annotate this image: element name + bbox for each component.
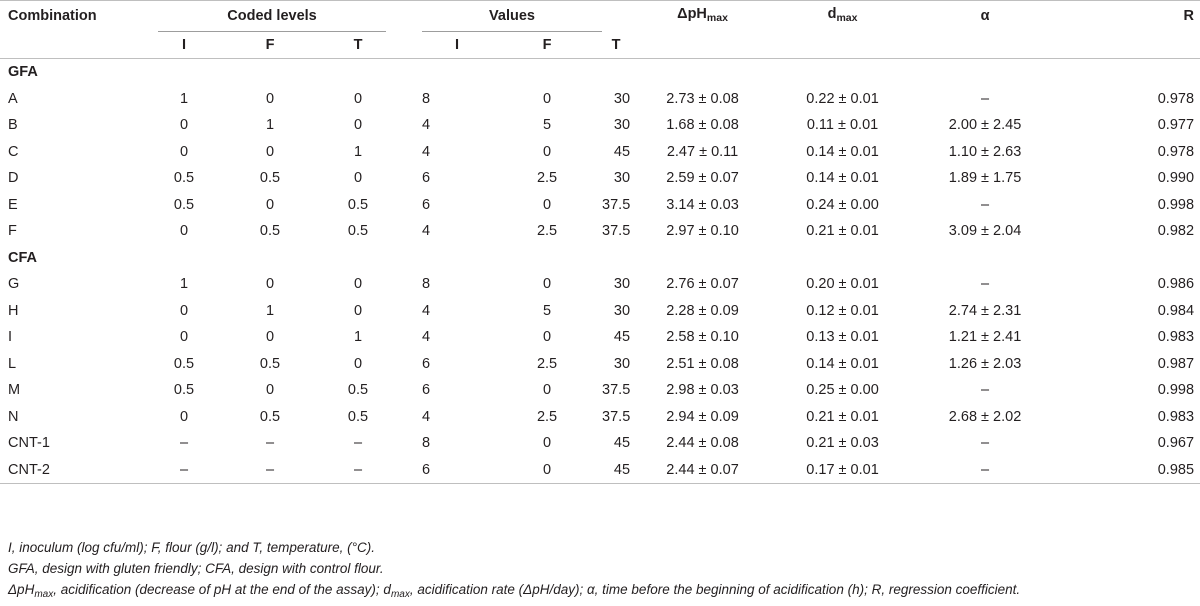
- table-row: [0, 86, 1200, 113]
- cell-alpha: 3.09 ± 2.04: [948, 223, 1022, 239]
- cell-value-i: 4: [422, 223, 431, 239]
- cell-coded-t: –: [353, 435, 363, 451]
- cell-dmax: 0.14 ± 0.01: [806, 143, 879, 160]
- cell-value-f: 0: [542, 329, 552, 345]
- cell-value-i: 4: [422, 302, 431, 319]
- cell-dph: 1.68 ± 0.08: [666, 117, 739, 133]
- subheader-coded-i: I: [158, 32, 210, 59]
- cell-r: 0.998: [1157, 196, 1195, 213]
- cell-value-i: 4: [422, 143, 431, 160]
- col-header-coded-levels: Coded levels: [158, 1, 386, 32]
- cell-alpha: 1.89 ± 1.75: [948, 170, 1022, 186]
- cell-dmax: 0.17 ± 0.01: [775, 457, 910, 484]
- cell-combination: D: [8, 170, 19, 186]
- cell-coded-f: 0: [265, 143, 275, 160]
- cell-alpha: –: [980, 90, 990, 107]
- cell-value-f: 2.5: [536, 408, 558, 425]
- table-row: [0, 192, 1200, 219]
- group-row: [0, 245, 1200, 272]
- cell-r: 0.978: [1157, 90, 1195, 107]
- cell-alpha: 1.10 ± 2.63: [948, 143, 1022, 160]
- cell-coded-t: 0: [353, 302, 363, 319]
- cell-combination: F: [8, 223, 17, 239]
- cell-coded-i: 0: [179, 117, 189, 133]
- cell-alpha: –: [980, 196, 990, 213]
- cell-value-f: 5: [542, 117, 552, 133]
- cell-dph: 2.59 ± 0.07: [666, 170, 739, 186]
- cell-dmax: 0.11 ± 0.01: [806, 117, 879, 133]
- cell-value-t: 30: [613, 90, 631, 107]
- cell-alpha: 2.00 ± 2.45: [948, 117, 1022, 133]
- cell-dph: 2.28 ± 0.09: [666, 302, 739, 319]
- cell-dph: 2.98 ± 0.03: [666, 382, 739, 398]
- cell-value-t: 30: [613, 117, 631, 133]
- cell-combination: CNT-2: [0, 457, 158, 484]
- cell-value-i: 8: [422, 90, 431, 107]
- cell-dph: 3.14 ± 0.03: [666, 196, 739, 213]
- cell-coded-f: 0.5: [259, 170, 281, 186]
- footnote-1: I, inoculum (log cfu/ml); F, flour (g/l); and T, temperature, (°C).: [8, 540, 376, 555]
- cell-value-f: 0: [542, 143, 552, 160]
- cell-coded-i: 0: [179, 408, 189, 425]
- cell-alpha: –: [980, 276, 990, 292]
- cell-alpha: 1.26 ± 2.03: [948, 355, 1022, 372]
- cell-value-t: 30: [613, 302, 631, 319]
- cell-value-f: 0: [542, 276, 552, 292]
- cell-value-t: 30: [613, 355, 631, 372]
- cell-alpha: –: [980, 435, 990, 451]
- cell-value-t: 30: [613, 276, 631, 292]
- cell-coded-t: –: [330, 457, 386, 484]
- cell-combination: CNT-1: [8, 435, 50, 451]
- group-label: CFA: [8, 249, 37, 266]
- cell-value-t: 45: [613, 435, 631, 451]
- col-header-dph: ΔpH$_{max}$: [630, 1, 775, 32]
- cell-dph: 2.47 ± 0.11: [666, 143, 739, 160]
- cell-value-f: 2.5: [536, 355, 558, 372]
- cell-dph: 2.94 ± 0.09: [666, 408, 739, 425]
- cell-value-i: 6: [422, 355, 431, 372]
- cell-coded-t: 0: [353, 170, 363, 186]
- cell-combination: B: [8, 117, 18, 133]
- cell-coded-t: 0.5: [347, 223, 369, 239]
- cell-coded-f: 1: [265, 117, 275, 133]
- cell-r: 0.990: [1157, 170, 1195, 186]
- cell-r: 0.987: [1157, 355, 1195, 372]
- cell-value-t: 37.5: [602, 382, 631, 398]
- subheader-values-i: I: [422, 32, 492, 59]
- cell-coded-t: 0.5: [347, 408, 369, 425]
- header-row-2: [0, 32, 1200, 59]
- table-row: [0, 165, 1200, 192]
- cell-r: 0.986: [1157, 276, 1195, 292]
- cell-value-t: 37.5: [602, 196, 631, 213]
- cell-dmax: 0.21 ± 0.01: [806, 408, 879, 425]
- table-row: [0, 351, 1200, 378]
- cell-dmax: 0.20 ± 0.01: [806, 276, 879, 292]
- col-header-alpha: α: [910, 1, 1060, 32]
- cell-dph: 2.76 ± 0.07: [666, 276, 739, 292]
- cell-value-f: 0: [542, 435, 552, 451]
- cell-dph: 2.51 ± 0.08: [666, 355, 739, 372]
- cell-combination: L: [8, 355, 17, 372]
- cell-coded-f: 0.5: [259, 223, 281, 239]
- cell-alpha: –: [980, 382, 990, 398]
- table-row: [0, 457, 1200, 484]
- cell-coded-i: 0.5: [173, 355, 195, 372]
- cell-coded-i: –: [179, 435, 189, 451]
- cell-coded-i: 1: [179, 276, 189, 292]
- cell-value-t: 37.5: [602, 408, 631, 425]
- cell-value-i: 6: [422, 170, 431, 186]
- cell-value-t: 37.5: [602, 223, 631, 239]
- cell-alpha: 2.74 ± 2.31: [948, 302, 1022, 319]
- cell-dmax: 0.12 ± 0.01: [806, 302, 879, 319]
- cell-value-i: 6: [422, 382, 431, 398]
- cell-r: 0.967: [1157, 435, 1195, 451]
- cell-coded-i: 1: [179, 90, 189, 107]
- cell-dph: 2.58 ± 0.10: [666, 329, 739, 345]
- cell-combination: E: [8, 196, 18, 213]
- table-row: [0, 298, 1200, 325]
- cell-alpha: –: [910, 457, 1060, 484]
- col-header-combination: Combination: [0, 1, 158, 32]
- header-row-1: [0, 1, 1200, 32]
- cell-value-f: 0: [542, 90, 552, 107]
- cell-coded-f: 0: [265, 90, 275, 107]
- cell-dmax: 0.25 ± 0.00: [806, 382, 879, 398]
- cell-dph: 2.97 ± 0.10: [666, 223, 739, 239]
- cell-coded-f: 0: [265, 382, 275, 398]
- cell-coded-t: 0: [353, 117, 363, 133]
- cell-value-i: 4: [422, 329, 431, 345]
- cell-dmax: 0.14 ± 0.01: [806, 170, 879, 186]
- cell-coded-i: 0: [179, 143, 189, 160]
- cell-value-f: 0: [492, 457, 602, 484]
- cell-r: 0.983: [1157, 408, 1195, 425]
- cell-alpha: 2.68 ± 2.02: [948, 408, 1022, 425]
- group-row: [0, 59, 1200, 86]
- cell-coded-t: 1: [353, 329, 363, 345]
- subheader-coded-f: F: [210, 32, 330, 59]
- cell-coded-i: 0: [179, 329, 189, 345]
- cell-combination: G: [8, 276, 20, 292]
- cell-r: 0.977: [1157, 117, 1195, 133]
- cell-coded-f: 0: [265, 329, 275, 345]
- cell-combination: H: [8, 302, 19, 319]
- col-header-dmax: $d_{max}$: [775, 1, 910, 32]
- cell-dmax: 0.21 ± 0.01: [806, 223, 879, 239]
- table-row: [0, 324, 1200, 351]
- cell-value-f: 2.5: [536, 223, 558, 239]
- cell-combination: I: [8, 329, 13, 345]
- cell-coded-t: 0.5: [347, 382, 369, 398]
- cell-coded-i: 0.5: [173, 382, 195, 398]
- cell-value-i: 8: [422, 276, 431, 292]
- table-row: [0, 404, 1200, 431]
- table-row: [0, 271, 1200, 298]
- cell-coded-i: 0: [179, 223, 189, 239]
- table-row: [0, 377, 1200, 404]
- cell-coded-t: 0: [353, 276, 363, 292]
- cell-coded-f: 0.5: [259, 355, 281, 372]
- cell-coded-i: 0.5: [173, 170, 195, 186]
- cell-alpha: 1.21 ± 2.41: [948, 329, 1022, 345]
- cell-coded-f: 0.5: [259, 408, 281, 425]
- table-row: [0, 218, 1200, 245]
- cell-coded-f: –: [210, 457, 330, 484]
- cell-combination: M: [8, 382, 21, 398]
- cell-value-f: 2.5: [536, 170, 558, 186]
- table-row: [0, 430, 1200, 457]
- cell-coded-i: –: [158, 457, 210, 484]
- subheader-coded-t: T: [330, 32, 386, 59]
- subheader-values-f: F: [492, 32, 602, 59]
- cell-coded-f: 0: [265, 276, 275, 292]
- cell-dph: 2.73 ± 0.08: [666, 90, 739, 107]
- cell-coded-t: 0: [353, 355, 363, 372]
- cell-coded-i: 0: [179, 302, 189, 319]
- cell-coded-f: 1: [265, 302, 275, 319]
- footnote-3: ΔpH$_{max}$, acidification (decrease of pH at the end of the assay); $d_{max}$, acidification rate (ΔpH/day); α, time before the beginning of acidification (h); R, regression coefficient.: [8, 582, 1021, 600]
- cell-dph: 2.44 ± 0.08: [666, 435, 739, 451]
- cell-value-i: 4: [422, 408, 431, 425]
- cell-value-f: 0: [542, 196, 552, 213]
- cell-r: 0.998: [1157, 382, 1195, 398]
- cell-coded-i: 0.5: [173, 196, 195, 213]
- footnote-2: GFA, design with gluten friendly; CFA, design with control flour.: [8, 561, 384, 576]
- cell-value-t: 45: [613, 329, 631, 345]
- cell-combination: N: [8, 408, 19, 425]
- cell-dmax: 0.22 ± 0.01: [806, 90, 879, 107]
- subheader-values-t: T: [602, 32, 630, 59]
- cell-combination: C: [8, 143, 19, 160]
- cell-coded-t: 0.5: [347, 196, 369, 213]
- cell-value-t: 45: [602, 457, 630, 484]
- cell-value-i: 4: [422, 117, 431, 133]
- cell-dmax: 0.13 ± 0.01: [806, 329, 879, 345]
- cell-r: 0.984: [1157, 302, 1195, 319]
- cell-dmax: 0.14 ± 0.01: [806, 355, 879, 372]
- cell-dph: 2.44 ± 0.07: [630, 457, 775, 484]
- cell-coded-f: –: [265, 435, 275, 451]
- col-header-values: Values: [422, 1, 602, 32]
- cell-value-t: 45: [613, 143, 631, 160]
- table-row: [0, 112, 1200, 139]
- table-row: [0, 139, 1200, 166]
- cell-coded-f: 0: [265, 196, 275, 213]
- cell-dmax: 0.21 ± 0.03: [806, 435, 879, 451]
- cell-value-f: 5: [542, 302, 552, 319]
- group-label: GFA: [8, 64, 38, 80]
- cell-value-i: 6: [422, 196, 431, 213]
- cell-coded-t: 1: [353, 143, 363, 160]
- cell-coded-t: 0: [353, 90, 363, 107]
- cell-r: 0.978: [1157, 143, 1195, 160]
- cell-r: 0.982: [1157, 223, 1195, 239]
- cell-value-i: 8: [422, 435, 431, 451]
- cell-value-i: 6: [422, 457, 492, 484]
- col-header-r: R: [1060, 1, 1200, 32]
- cell-r: 0.983: [1157, 329, 1195, 345]
- cell-value-t: 30: [613, 170, 631, 186]
- cell-combination: A: [8, 90, 18, 107]
- cell-dmax: 0.24 ± 0.00: [806, 196, 879, 213]
- cell-value-f: 0: [542, 382, 552, 398]
- cell-r: 0.985: [1060, 457, 1200, 484]
